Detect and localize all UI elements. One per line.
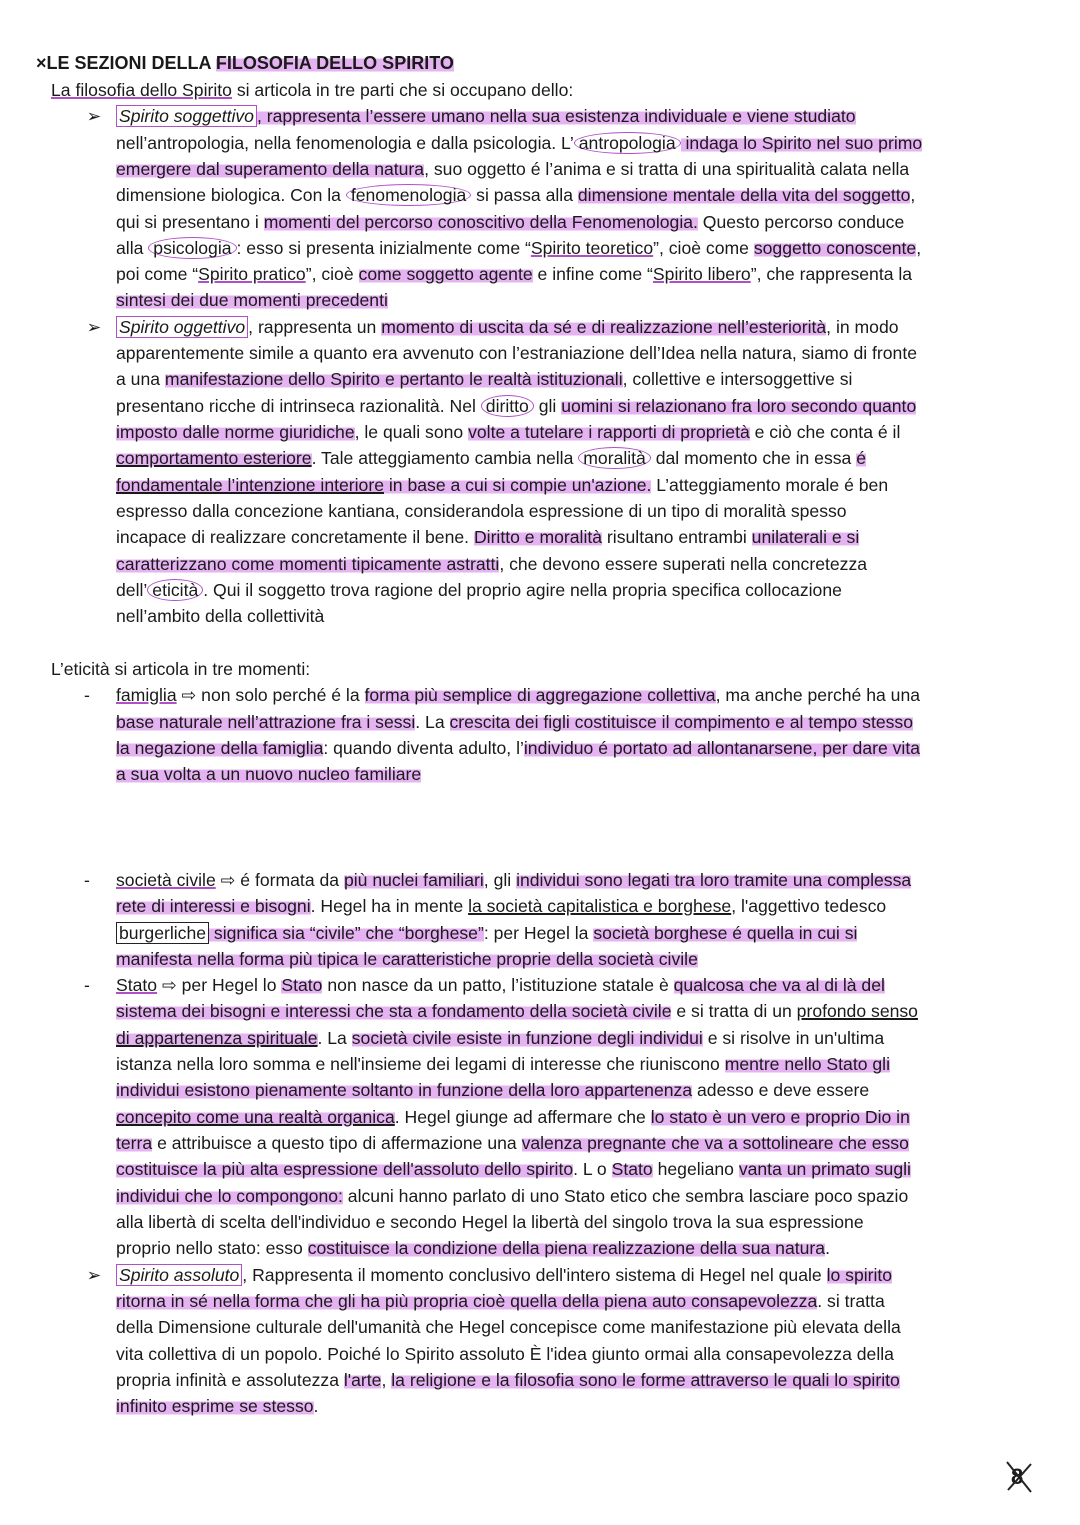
text-segment: , che devono essere superati nella concretezza: [499, 554, 868, 574]
stato-line-3: [116, 1027, 884, 1049]
text-segment: , le quali sono: [354, 422, 469, 442]
stato-line-1: [116, 974, 885, 996]
text-segment: . Hegel ha in mente: [310, 896, 469, 916]
highlight-segment: individui esistono pienamente soltanto in funzione della loro appartenenza: [116, 1080, 693, 1100]
highlight-segment: caratterizzano come momenti tipicamente astratti: [116, 554, 500, 574]
oggettivo-term: Spirito oggettivo: [116, 316, 248, 338]
text-segment: dal momento che in essa: [650, 448, 857, 468]
highlight-segment: più nuclei familiari: [343, 870, 484, 890]
famiglia-line-1: [116, 684, 920, 706]
text-segment: , in modo: [826, 317, 899, 337]
soggettivo-line-6: alla psicologia : esso si presenta inizialmente come “Spirito teoretico”, cioè come soggetto conoscente,: [116, 238, 922, 258]
highlight-segment: individuo é portato ad allontanarsene, per dare vita: [523, 738, 921, 758]
text-segment: risultano entrambi: [602, 527, 752, 547]
text-segment: proprio nello stato: esso: [116, 1238, 308, 1258]
stato-line-10: [116, 1211, 864, 1233]
oggettivo-line-6: [116, 447, 866, 469]
dash-bullet-icon: -: [84, 975, 90, 995]
stato-line-6: [116, 1106, 910, 1128]
societa-term: società civile: [116, 870, 216, 890]
highlight-segment: imposto dalle norme giuridiche: [116, 422, 355, 442]
highlight-segment: forma più semplice di aggregazione collettiva: [364, 685, 716, 705]
text-segment: , rappresenta un: [248, 317, 382, 337]
intro-line: [51, 79, 573, 101]
text-segment: . La: [415, 712, 450, 732]
assoluto-line-4: [116, 1343, 894, 1365]
highlight-segment: momento di uscita da sé e di realizzazione nell’esteriorità: [381, 317, 827, 337]
soggettivo-l1: , rappresenta l’essere umano nella sua esistenza individuale e viene studiato: [256, 106, 856, 126]
text-segment: per Hegel lo: [181, 975, 282, 995]
text-segment: , suo oggetto é l’anima e si tratta di una spiritualità calata nella: [424, 159, 910, 179]
famiglia-line-4: [116, 763, 421, 785]
highlight-segment: la religione e la filosofia sono le forme attraverso le quali lo spirito: [391, 1370, 900, 1390]
soggettivo-term: Spirito soggettivo: [116, 105, 257, 127]
text-segment: hegeliano: [652, 1159, 739, 1179]
highlight-segment: in base a cui si compie un'azione.: [384, 475, 652, 495]
text-segment: , Rappresenta il momento conclusivo dell'intero sistema di Hegel nel quale: [242, 1265, 827, 1285]
assoluto-line-3: [116, 1316, 901, 1338]
text-segment: , gli: [483, 870, 517, 890]
text-segment: gli: [533, 396, 562, 416]
text-segment: . L o: [573, 1159, 612, 1179]
text-segment: é formata da: [240, 870, 344, 890]
stato-line-8: [116, 1158, 911, 1180]
highlight-segment: dimensione mentale della vita del soggetto: [577, 185, 911, 205]
title-plain: LE SEZIONI DELLA: [46, 53, 216, 73]
underlined-term: Spirito pratico: [198, 264, 306, 284]
assoluto-line-2: [116, 1290, 885, 1312]
text-segment: ”, che rappresenta la: [750, 264, 913, 284]
text-segment: , l'aggettivo tedesco: [731, 896, 887, 916]
highlight-segment: terra: [116, 1133, 153, 1153]
text-segment: a una: [116, 369, 165, 389]
oggettivo-line-11: [116, 579, 842, 601]
text-segment: incapace di realizzare concretamente il bene.: [116, 527, 474, 547]
famiglia-line-3: [116, 737, 920, 759]
highlight-segment: la negazione della famiglia: [116, 738, 324, 758]
highlight-segment: lo stato è un vero e proprio Dio in: [650, 1107, 910, 1127]
text-segment: : esso si presenta inizialmente come “: [236, 238, 531, 258]
text-segment: e infine come “: [532, 264, 653, 284]
right-arrow-icon: ⇨: [157, 975, 182, 995]
oggettivo-line-3: [116, 368, 852, 390]
text-segment: : per Hegel la: [483, 923, 594, 943]
societa-line-3: [116, 922, 857, 944]
societa-line-4: [116, 948, 698, 970]
underlined-term: la società capitalistica e borghese: [468, 896, 732, 916]
stato-term: Stato: [116, 975, 158, 995]
oggettivo-line-12: [116, 605, 324, 627]
highlight-segment: manifesta nella forma più tipica le caratteristiche proprie della società civile: [116, 949, 698, 969]
text-segment: non solo perché é la: [201, 685, 365, 705]
text-segment: L’atteggiamento morale é ben: [651, 475, 889, 495]
text-segment: adesso e deve essere: [692, 1080, 870, 1100]
text-segment: e si risolve in un'ultima: [702, 1028, 885, 1048]
circled-term: fenomenologia: [346, 184, 471, 206]
highlight-segment: unilaterali e si: [751, 527, 860, 547]
underlined-term: Spirito libero: [652, 264, 751, 284]
text-segment: dimensione biologica. Con la: [116, 185, 346, 205]
highlight-segment: come soggetto agente: [358, 264, 533, 284]
text-segment: dell’: [116, 580, 148, 600]
text-segment: e si tratta di un: [671, 1001, 797, 1021]
text-segment: apparentemente simile a quanto era avvenuto con l’estraniazione dell’Idea nella natura, siamo di fronte: [116, 343, 918, 363]
stato-line-5: [116, 1079, 869, 1101]
text-segment: e attribuisce a questo tipo di affermazione una: [152, 1133, 522, 1153]
strike-icon: [1004, 1460, 1034, 1494]
text-segment: , ma anche perché ha una: [715, 685, 921, 705]
highlight-segment: società civile esiste in funzione degli individui: [351, 1028, 703, 1048]
close-cross: ×: [36, 53, 47, 73]
page-number-mark: [1004, 1460, 1034, 1494]
text-segment: alla: [116, 238, 149, 258]
highlight-segment: indaga lo Spirito nel suo primo: [680, 133, 923, 153]
text-segment: alcuni hanno parlato di uno Stato etico che sembra lasciare poco spazio: [342, 1186, 909, 1206]
dash-bullet-icon: -: [84, 685, 90, 705]
oggettivo-line-1: [116, 316, 899, 338]
highlight-segment: momenti del percorso conoscitivo della Fenomenologia.: [263, 212, 698, 232]
arrow-bullet-icon: ➢: [86, 317, 102, 337]
highlight-segment: Diritto e moralità: [473, 527, 603, 547]
assoluto-line-5: [116, 1369, 900, 1391]
highlight-segment: l'arte: [343, 1370, 382, 1390]
soggettivo-line-7: [116, 263, 912, 285]
right-arrow-icon: ⇨: [176, 685, 202, 705]
underlined-term: profondo senso: [796, 1001, 918, 1021]
text-segment: poi come “: [116, 264, 199, 284]
arrow-bullet-icon: ➢: [86, 1265, 102, 1285]
highlight-segment: di appartenenza spirituale: [116, 1028, 318, 1048]
text-segment: nell’antropologia, nella fenomenologia e dalla psicologia. L’: [116, 133, 574, 153]
famiglia-line-2: [116, 711, 913, 733]
highlight-segment: mentre nello Stato gli: [724, 1054, 890, 1074]
text-segment: , collettive e intersoggettive si: [622, 369, 853, 389]
assoluto-term: Spirito assoluto: [116, 1264, 242, 1286]
highlight-segment: manifestazione dello Spirito e pertanto le realtà istituzionali: [164, 369, 623, 389]
text-segment: alla libertà di scelta dell'individuo e secondo Hegel la libertà del singolo trova la sua espressione: [116, 1212, 864, 1232]
highlight-segment: lo spirito: [826, 1265, 893, 1285]
highlight-segment: infinito esprime se stesso: [116, 1396, 314, 1416]
highlight-segment: volte a tutelare i rapporti di proprietà: [468, 422, 750, 442]
highlight-segment: Stato: [611, 1159, 653, 1179]
text-segment: ”, cioè come: [653, 238, 754, 258]
stato-line-9: [116, 1185, 908, 1207]
highlight-segment: significa sia “civile” che “borghese”: [209, 923, 484, 943]
text-segment: ,: [381, 1370, 392, 1390]
eticita-intro: L’eticità si articola in tre momenti:: [51, 659, 311, 679]
oggettivo-line-5: [116, 421, 900, 443]
text-segment: propria infinità e assolutezza: [116, 1370, 344, 1390]
page-title: [36, 52, 454, 74]
text-segment: vita collettiva di un popolo. Poiché lo Spirito assoluto È l'idea giunto ormai alla consapevolezza della: [116, 1344, 894, 1364]
underlined-term: Spirito teoretico: [530, 238, 654, 258]
soggettivo-line-5: [116, 211, 904, 233]
arrow-bullet-icon: ➢: [86, 106, 102, 126]
oggettivo-line-9: [116, 526, 859, 548]
highlight-segment: società borghese é quella in cui si: [593, 923, 858, 943]
text-segment: . Qui il soggetto trova ragione del proprio agire nella propria specifica collocazione: [203, 580, 842, 600]
dash-bullet-icon: -: [84, 870, 90, 890]
text-segment: : quando diventa adulto, l’: [323, 738, 524, 758]
text-segment: presentano ricche di intrinseca razionalità. Nel: [116, 396, 481, 416]
boxed-term: burgerliche: [116, 922, 209, 944]
text-segment: Questo percorso conduce: [697, 212, 905, 232]
text-segment: non nasce da un patto, l’istituzione statale è: [322, 975, 674, 995]
highlight-segment: Stato: [281, 975, 323, 995]
text-segment: della Dimensione culturale dell'umanità che Hegel concepisce come manifestazione più elevata della: [116, 1317, 901, 1337]
highlight-segment: emergere dal superamento della natura: [116, 159, 425, 179]
highlight-segment: individui sono: [516, 870, 628, 890]
title-highlight: FILOSOFIA DELLO SPIRITO: [215, 53, 454, 73]
highlight-segment: a sua volta a un nuovo nucleo familiare: [116, 764, 422, 784]
highlight-segment: base naturale nell’attrazione fra i sessi: [116, 712, 416, 732]
stato-line-2: [116, 1000, 918, 1022]
soggettivo-line-8: [116, 289, 388, 311]
highlight-segment: valenza pregnante che va a sottolineare che esso: [521, 1133, 909, 1153]
highlight-segment: rete di interessi e bisogni: [116, 896, 311, 916]
circled-term: psicologia: [148, 237, 236, 259]
soggettivo-line-3: [116, 158, 909, 180]
assoluto-line-6: [116, 1395, 318, 1417]
right-arrow-icon: ⇨: [215, 870, 241, 890]
highlight-segment: legati tra loro tramite una complessa: [627, 870, 912, 890]
highlight-segment: concepito come una realtà organica: [116, 1107, 395, 1127]
stato-line-7: [116, 1132, 909, 1154]
highlight-segment: uomini si relazionano fra loro secondo quanto: [561, 396, 917, 416]
oggettivo-line-8: [116, 500, 847, 522]
text-segment: . Tale atteggiamento cambia nella: [311, 448, 579, 468]
oggettivo-line-10: [116, 553, 867, 575]
intro-underlined: La filosofia dello Spirito: [51, 80, 232, 100]
intro-rest: si articola in tre parti che si occupano dello:: [231, 80, 574, 100]
societa-line-1: [116, 869, 911, 891]
text-segment: ”, cioè: [305, 264, 359, 284]
text-segment: . Hegel giunge ad affermare che: [394, 1107, 651, 1127]
highlight-segment: ritorna in sé nella forma che gli ha più propria cioè quella della piena auto consapevolezza: [116, 1291, 818, 1311]
highlight-segment: é: [856, 448, 867, 468]
highlight-segment: costituisce la più alta espressione dell'assoluto dello spirito: [116, 1159, 574, 1179]
highlight-segment: individui che lo compongono:: [116, 1186, 343, 1206]
text-segment: .: [313, 1396, 319, 1416]
highlight-segment: crescita dei figli costituisce il compimento e al tempo stesso: [449, 712, 913, 732]
highlight-segment: soggetto conoscente: [753, 238, 917, 258]
famiglia-term: famiglia: [116, 685, 177, 705]
societa-line-2: [116, 895, 886, 917]
circled-term: antropologia: [574, 132, 681, 154]
highlight-segment: qualcosa che va al di là del: [673, 975, 885, 995]
text-segment: qui si presentano i: [116, 212, 264, 232]
highlight-segment: fondamentale l’intenzione interiore: [116, 475, 384, 495]
stato-line-4: [116, 1053, 890, 1075]
highlight-segment: sistema dei bisogni e interessi che sta a fondamento della società civile: [116, 1001, 672, 1021]
text-segment: .: [825, 1238, 830, 1258]
circled-term: diritto: [481, 395, 534, 417]
highlight-segment: costituisce la condizione della piena realizzazione della sua natura: [307, 1238, 826, 1258]
oggettivo-line-4: [116, 395, 916, 417]
highlight-segment: vanta un primato sugli: [738, 1159, 911, 1179]
assoluto-line-1: [116, 1264, 892, 1286]
text-segment: . La: [317, 1028, 352, 1048]
text-segment: si passa alla: [471, 185, 578, 205]
page-number: 8: [1011, 1464, 1024, 1489]
text-segment: istanza nella loro somma e nell'insieme dei legami di interesse che riuniscono: [116, 1054, 725, 1074]
soggettivo-line-2: [116, 132, 922, 154]
text-segment: nell’ambito della collettività: [116, 606, 325, 626]
highlight-segment: comportamento esteriore: [116, 448, 312, 468]
soggettivo-line-1: [116, 105, 856, 127]
circled-term: moralità: [578, 447, 651, 469]
stato-line-11: [116, 1237, 830, 1259]
highlight-segment: sintesi dei due momenti precedenti: [116, 290, 388, 310]
text-segment: e ciò che conta é il: [749, 422, 901, 442]
text-segment: espresso dalla concezione kantiana, considerandola espressione di un tipo di moralità spesso: [116, 501, 847, 521]
text-segment: . si tratta: [817, 1291, 885, 1311]
oggettivo-line-7: [116, 474, 888, 496]
soggettivo-line-4: dimensione biologica. Con la fenomenologia si passa alla dimensione mentale della vita del soggetto,: [116, 185, 916, 205]
circled-term: eticità: [147, 579, 203, 601]
oggettivo-line-2: [116, 342, 917, 364]
